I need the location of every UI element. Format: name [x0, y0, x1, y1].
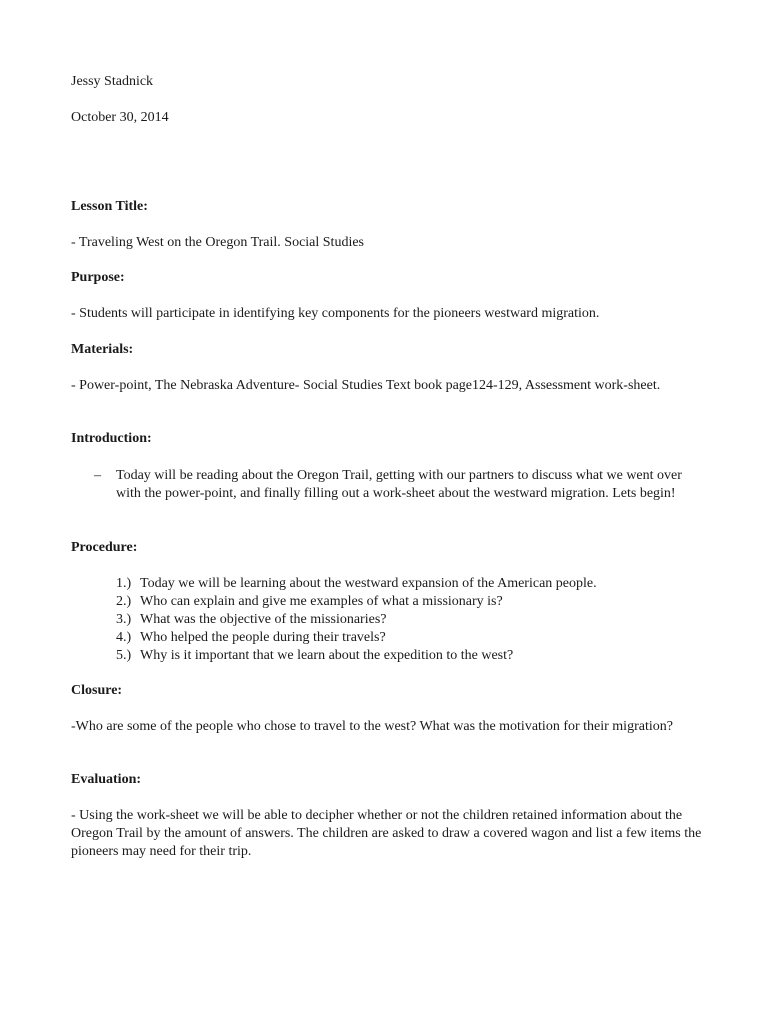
procedure-item	[116, 575, 696, 593]
closure-heading: Closure:	[71, 683, 123, 698]
evaluation-heading: Evaluation:	[71, 772, 142, 787]
purpose-text: - Students will participate in identifying key components for the pioneers westward migration.	[71, 306, 600, 321]
procedure-item-number: 1.)	[116, 576, 132, 591]
purpose-heading: Purpose:	[71, 270, 125, 285]
procedure-heading: Procedure:	[71, 540, 138, 555]
materials-text: - Power-point, The Nebraska Adventure- Social Studies Text book page124-129, Assessment work-sheet.	[71, 378, 661, 393]
procedure-item-text: Who helped the people during their travels?	[140, 630, 386, 645]
procedure-item-number: 2.)	[116, 594, 132, 609]
procedure-item-number: 4.)	[116, 630, 132, 645]
evaluation-text: - Using the work-sheet we will be able to decipher whether or not the children retained information about the Oregon Trail by the amount of answers. The children are asked to draw a covered wagon and list a few items the pioneers may need for their trip.	[71, 808, 702, 859]
procedure-item-number: 5.)	[116, 648, 132, 663]
author-name: Jessy Stadnick	[71, 74, 154, 89]
lesson-title-heading: Lesson Title:	[71, 199, 148, 214]
procedure-item-text: Why is it important that we learn about the expedition to the west?	[140, 648, 514, 663]
procedure-item	[116, 647, 696, 665]
materials-heading: Materials:	[71, 342, 134, 357]
procedure-item-text: Who can explain and give me examples of what a missionary is?	[140, 594, 503, 609]
dash-bullet: –	[94, 468, 101, 483]
lesson-title-text: - Traveling West on the Oregon Trail. Social Studies	[71, 235, 365, 250]
introduction-item	[94, 467, 706, 503]
procedure-item-text: What was the objective of the missionaries?	[140, 612, 387, 627]
procedure-item-number: 3.)	[116, 612, 132, 627]
procedure-item-text: Today we will be learning about the westward expansion of the American people.	[140, 576, 597, 591]
document-date: October 30, 2014	[71, 110, 169, 125]
procedure-item	[116, 593, 696, 611]
introduction-heading: Introduction:	[71, 431, 152, 446]
procedure-item	[116, 629, 696, 647]
procedure-item	[116, 611, 696, 629]
closure-text: -Who are some of the people who chose to travel to the west? What was the motivation for their migration?	[71, 719, 673, 734]
procedure-list	[116, 575, 696, 665]
introduction-text: Today will be reading about the Oregon Trail, getting with our partners to discuss what we went over with the power-point, and finally filling out a work-sheet about the westward migration. Lets begin!	[116, 468, 682, 501]
